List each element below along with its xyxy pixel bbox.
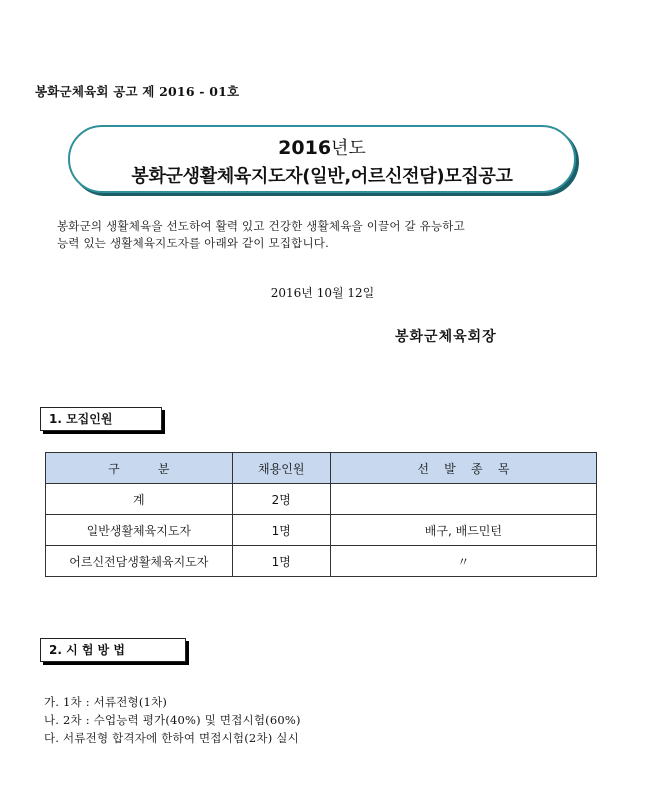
table-cell: 1명 xyxy=(232,546,330,577)
list-item: 가. 1차 : 서류전형(1차) xyxy=(44,695,168,709)
exam-method-list xyxy=(44,693,301,747)
table-cell: 계 xyxy=(46,484,233,515)
title-year-suffix: 년도 xyxy=(331,138,366,159)
title-year-line xyxy=(70,134,574,160)
section-header-exam-method: 2. 시 험 방 법 xyxy=(40,638,186,662)
list-item: 나. 2차 : 수업능력 평가(40%) 및 면접시험(60%) xyxy=(44,713,301,727)
table-cell xyxy=(330,484,596,515)
column-header-sports: 선 발 종 목 xyxy=(330,453,596,484)
issuer-name: 봉화군체육회장 xyxy=(395,329,497,345)
page-title: 봉화군생활체육지도자(일반,어르신전담)모집공고 xyxy=(131,166,513,187)
table-row xyxy=(46,515,597,546)
table-cell: 배구, 배드민턴 xyxy=(330,515,596,546)
table-row xyxy=(46,546,597,577)
section-header-recruitment: 1. 모집인원 xyxy=(40,407,162,431)
table-cell: 〃 xyxy=(330,546,596,577)
intro-line: 능력 있는 생활체육지도자를 아래와 같이 모집합니다. xyxy=(57,236,329,250)
intro-paragraph xyxy=(57,218,617,252)
list-item: 다. 서류전형 합격자에 한하여 면접시험(2차) 실시 xyxy=(44,731,299,745)
table-cell: 어르신전담생활체육지도자 xyxy=(46,546,233,577)
title-year: 2016 xyxy=(278,137,332,159)
intro-line: 봉화군의 생활체육을 선도하여 활력 있고 건강한 생활체육을 이끌어 갈 유능하고 xyxy=(57,219,465,233)
table-cell: 2명 xyxy=(232,484,330,515)
announcement-date: 2016년 10월 12일 xyxy=(270,286,375,300)
table-cell: 일반생활체육지도자 xyxy=(46,515,233,546)
column-header-category: 구 분 xyxy=(46,453,233,484)
table-header-row xyxy=(46,453,597,484)
title-banner xyxy=(68,125,576,193)
column-header-headcount: 채용인원 xyxy=(232,453,330,484)
notice-number: 봉화군체육회 공고 제 2016 - 01호 xyxy=(35,84,240,99)
table-row xyxy=(46,484,597,515)
table-cell: 1명 xyxy=(232,515,330,546)
recruitment-table xyxy=(45,452,597,577)
